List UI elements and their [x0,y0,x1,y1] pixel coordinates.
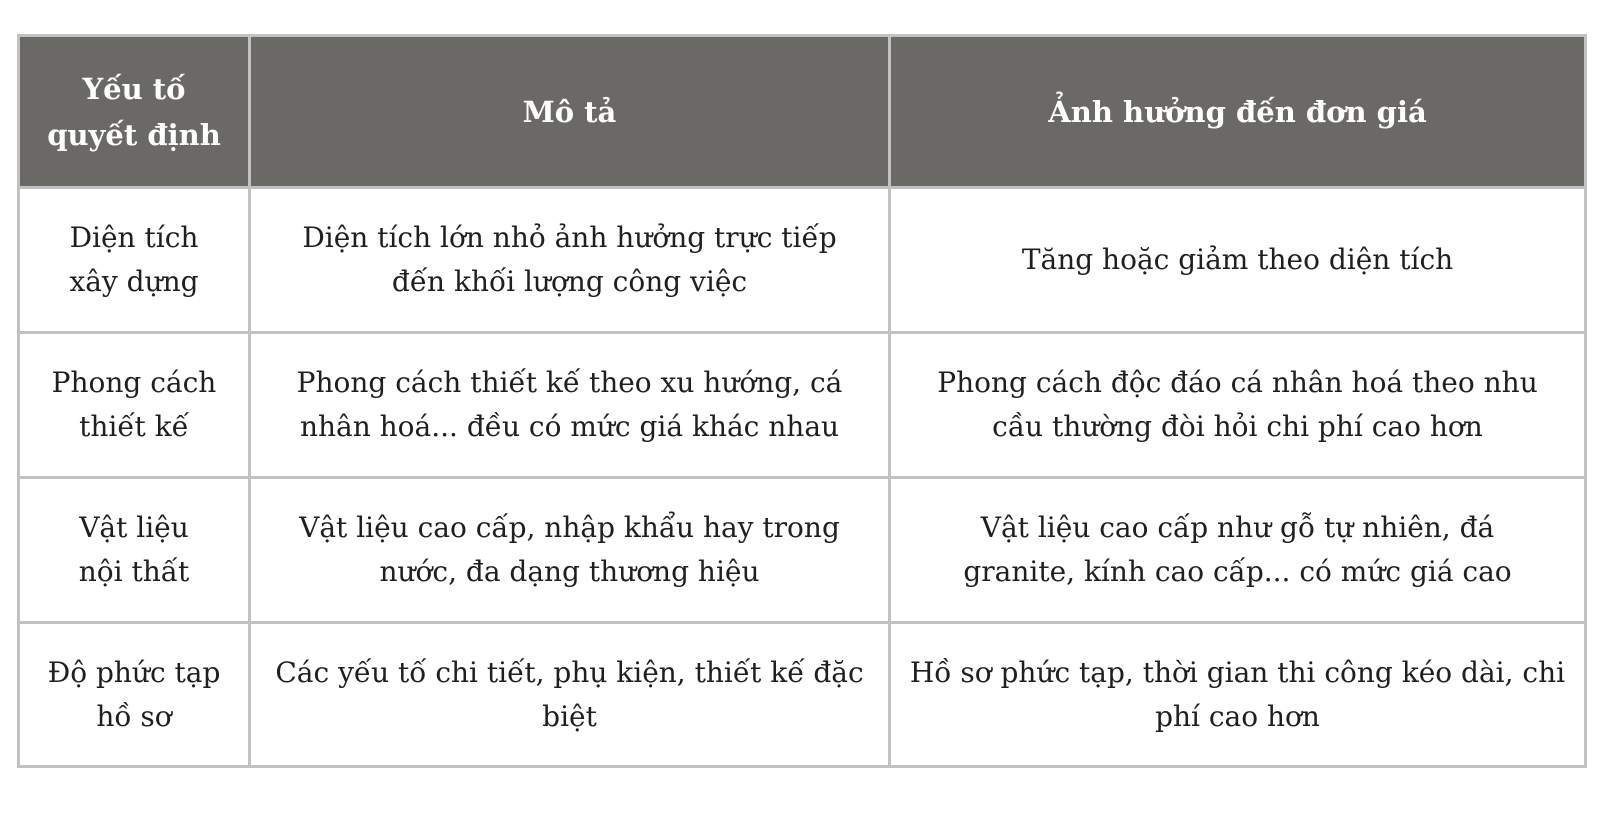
factor-cell: Diện tích xây dựng [19,188,250,333]
table-header [19,36,1586,188]
header-description: Mô tả [250,36,890,188]
impact-cell: Vật liệu cao cấp như gỗ tự nhiên, đá granite, kính cao cấp... có mức giá cao [890,478,1586,623]
table-row [19,188,1586,333]
description-cell: Diện tích lớn nhỏ ảnh hưởng trực tiếp đến khối lượng công việc [250,188,890,333]
header-factor: Yếu tố quyết định [19,36,250,188]
description-cell: Vật liệu cao cấp, nhập khẩu hay trong nước, đa dạng thương hiệu [250,478,890,623]
factor-cell: Phong cách thiết kế [19,333,250,478]
description-cell: Phong cách thiết kế theo xu hướng, cá nhân hoá... đều có mức giá khác nhau [250,333,890,478]
table-row [19,478,1586,623]
description-cell: Các yếu tố chi tiết, phụ kiện, thiết kế đặc biệt [250,623,890,767]
table-row [19,623,1586,767]
table-row [19,333,1586,478]
pricing-factors-table-container [17,34,1584,768]
header-impact: Ảnh hưởng đến đơn giá [890,36,1586,188]
factor-cell: Vật liệu nội thất [19,478,250,623]
impact-cell: Tăng hoặc giảm theo diện tích [890,188,1586,333]
pricing-factors-table [17,34,1587,768]
impact-cell: Phong cách độc đáo cá nhân hoá theo nhu cầu thường đòi hỏi chi phí cao hơn [890,333,1586,478]
table-body [19,188,1586,767]
factor-cell: Độ phức tạp hồ sơ [19,623,250,767]
impact-cell: Hồ sơ phức tạp, thời gian thi công kéo dài, chi phí cao hơn [890,623,1586,767]
header-row [19,36,1586,188]
